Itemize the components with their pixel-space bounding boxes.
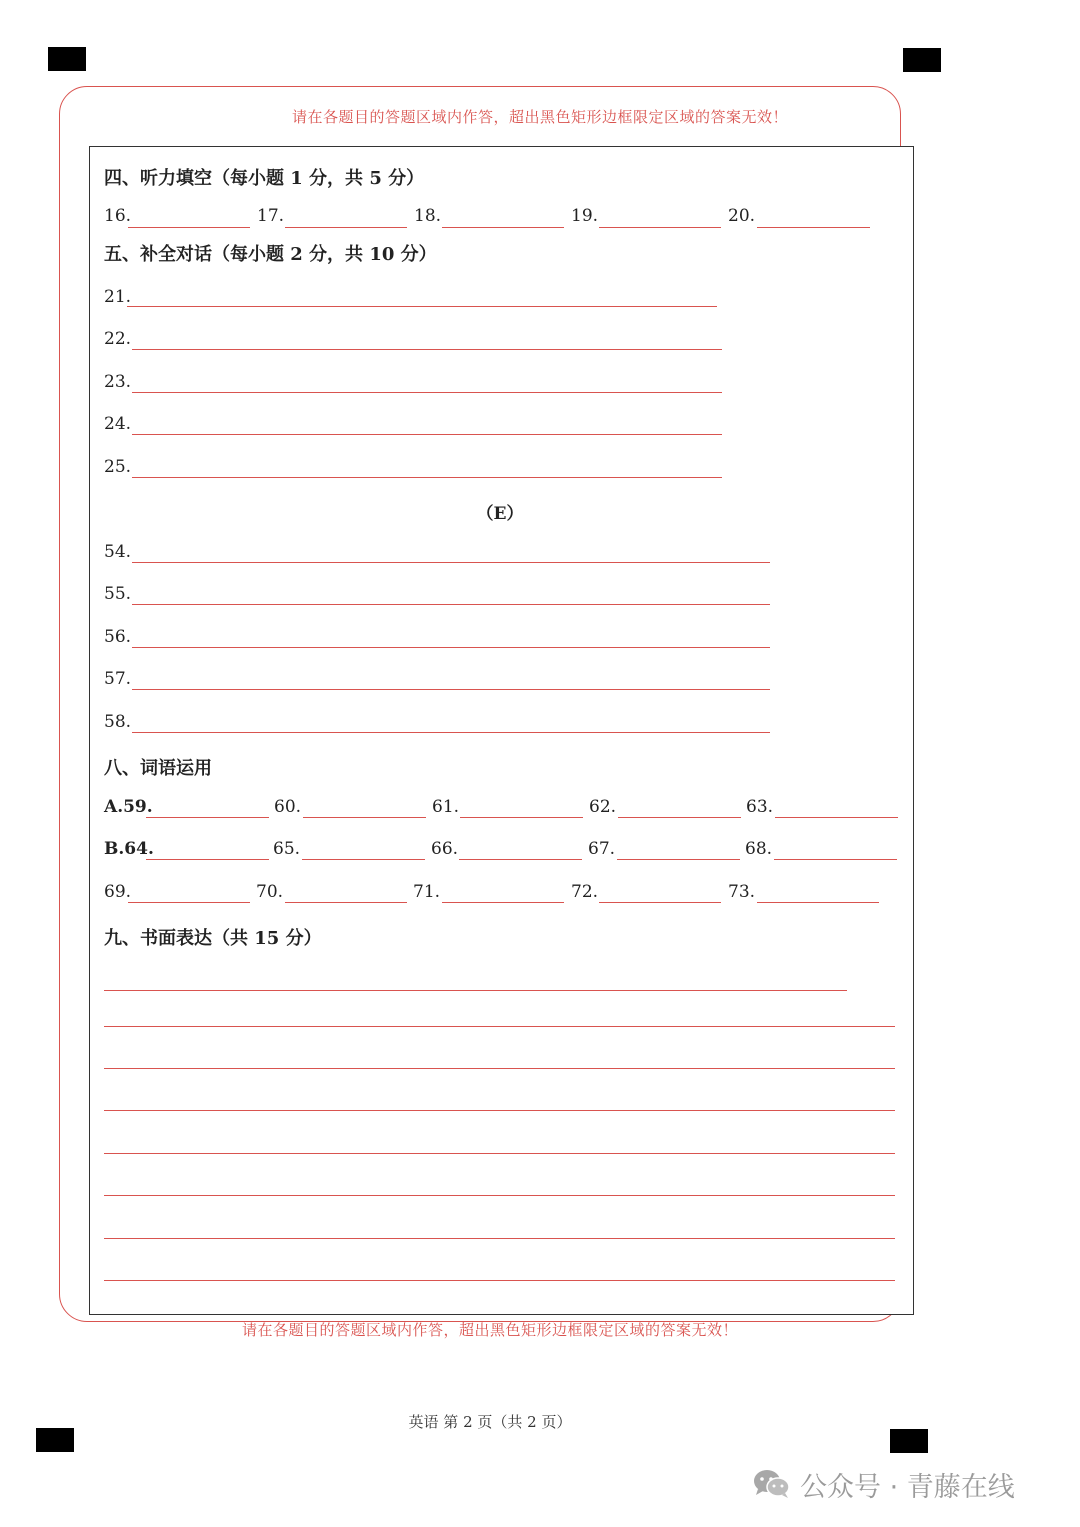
watermark bbox=[752, 1464, 1015, 1504]
item-number: 19. bbox=[571, 206, 599, 226]
answer-line-21[interactable] bbox=[127, 306, 717, 307]
dialogue-row-25 bbox=[0, 457, 1080, 481]
item-number: 20. bbox=[728, 206, 756, 226]
answer-line-59[interactable] bbox=[146, 817, 269, 818]
dialogue-row-21 bbox=[0, 287, 1080, 311]
item-number: 58. bbox=[104, 712, 132, 732]
item-number: 23. bbox=[104, 372, 132, 392]
item-number: 17. bbox=[257, 206, 285, 226]
section-4-row bbox=[0, 206, 1080, 230]
registration-mark-top-left bbox=[48, 47, 86, 71]
answer-line-67[interactable] bbox=[617, 859, 740, 860]
reading-row-57 bbox=[0, 669, 1080, 693]
item-number: 71. bbox=[413, 882, 441, 902]
answer-line-56[interactable] bbox=[132, 647, 770, 648]
writing-line-5[interactable] bbox=[104, 1153, 895, 1154]
section-5-title: 五、补全对话（每小题 2 分，共 10 分） bbox=[104, 244, 437, 265]
item-number: 68. bbox=[745, 839, 773, 859]
answer-line-62[interactable] bbox=[618, 817, 741, 818]
answer-line-64[interactable] bbox=[146, 859, 269, 860]
answer-line-63[interactable] bbox=[775, 817, 898, 818]
section-e-title: （E） bbox=[476, 504, 524, 524]
answer-line-25[interactable] bbox=[132, 477, 722, 478]
answer-line-68[interactable] bbox=[774, 859, 897, 860]
answer-line-20[interactable] bbox=[757, 227, 870, 228]
item-number: 61. bbox=[432, 797, 460, 817]
reading-row-56 bbox=[0, 627, 1080, 651]
writing-line-8[interactable] bbox=[104, 1280, 895, 1281]
dialogue-row-23 bbox=[0, 372, 1080, 396]
answer-line-72[interactable] bbox=[599, 902, 721, 903]
word-usage-row-a bbox=[0, 797, 1080, 821]
section-4-title: 四、听力填空（每小题 1 分，共 5 分） bbox=[104, 168, 425, 189]
answer-line-24[interactable] bbox=[132, 434, 722, 435]
answer-line-55[interactable] bbox=[132, 604, 770, 605]
answer-line-65[interactable] bbox=[302, 859, 425, 860]
watermark-text: 公众号 · 青藤在线 bbox=[800, 1471, 1015, 1503]
item-number: 18. bbox=[414, 206, 442, 226]
wechat-icon bbox=[752, 1468, 792, 1500]
dialogue-row-24 bbox=[0, 414, 1080, 438]
section-9-title: 九、书面表达（共 15 分） bbox=[104, 928, 322, 949]
item-number: 21. bbox=[104, 287, 132, 307]
writing-line-6[interactable] bbox=[104, 1195, 895, 1196]
item-number: 24. bbox=[104, 414, 132, 434]
answer-line-61[interactable] bbox=[460, 817, 583, 818]
answer-line-54[interactable] bbox=[132, 562, 770, 563]
item-number: 25. bbox=[104, 457, 132, 477]
item-number: 56. bbox=[104, 627, 132, 647]
notice-top: 请在各题目的答题区域内作答，超出黑色矩形边框限定区域的答案无效！ bbox=[291, 108, 788, 126]
item-number: B.64. bbox=[104, 839, 154, 859]
item-number: 54. bbox=[104, 542, 132, 562]
answer-line-66[interactable] bbox=[459, 859, 582, 860]
answer-line-19[interactable] bbox=[599, 227, 721, 228]
item-number: 60. bbox=[274, 797, 302, 817]
notice-bottom: 请在各题目的答题区域内作答，超出黑色矩形边框限定区域的答案无效！ bbox=[241, 1321, 738, 1339]
reading-row-55 bbox=[0, 584, 1080, 608]
reading-row-54 bbox=[0, 542, 1080, 566]
registration-mark-top-right bbox=[903, 48, 941, 72]
registration-mark-bottom-right bbox=[890, 1429, 928, 1453]
item-number: 70. bbox=[256, 882, 284, 902]
item-number: 73. bbox=[728, 882, 756, 902]
answer-line-57[interactable] bbox=[132, 689, 770, 690]
answer-line-22[interactable] bbox=[132, 349, 722, 350]
answer-line-70[interactable] bbox=[285, 902, 407, 903]
item-number: 55. bbox=[104, 584, 132, 604]
answer-line-16[interactable] bbox=[128, 227, 250, 228]
item-number: 62. bbox=[589, 797, 617, 817]
writing-line-3[interactable] bbox=[104, 1068, 895, 1069]
writing-line-1[interactable] bbox=[104, 990, 847, 991]
answer-line-73[interactable] bbox=[757, 902, 879, 903]
item-number: A.59. bbox=[104, 797, 153, 817]
answer-line-60[interactable] bbox=[303, 817, 426, 818]
answer-line-71[interactable] bbox=[442, 902, 564, 903]
writing-line-4[interactable] bbox=[104, 1110, 895, 1111]
writing-line-2[interactable] bbox=[104, 1026, 895, 1027]
answer-line-18[interactable] bbox=[442, 227, 564, 228]
answer-line-69[interactable] bbox=[128, 902, 250, 903]
section-8-title: 八、词语运用 bbox=[104, 758, 212, 779]
item-number: 63. bbox=[746, 797, 774, 817]
item-number: 66. bbox=[431, 839, 459, 859]
item-number: 72. bbox=[571, 882, 599, 902]
dialogue-row-22 bbox=[0, 329, 1080, 353]
answer-line-58[interactable] bbox=[132, 732, 770, 733]
page-footer: 英语 第 2 页（共 2 页） bbox=[408, 1413, 572, 1431]
answer-line-23[interactable] bbox=[132, 392, 722, 393]
answer-line-17[interactable] bbox=[285, 227, 407, 228]
word-usage-row-c bbox=[0, 882, 1080, 906]
item-number: 67. bbox=[588, 839, 616, 859]
item-number: 69. bbox=[104, 882, 132, 902]
item-number: 57. bbox=[104, 669, 132, 689]
word-usage-row-b bbox=[0, 839, 1080, 863]
reading-row-58 bbox=[0, 712, 1080, 736]
item-number: 65. bbox=[273, 839, 301, 859]
writing-line-7[interactable] bbox=[104, 1238, 895, 1239]
item-number: 16. bbox=[104, 206, 132, 226]
item-number: 22. bbox=[104, 329, 132, 349]
